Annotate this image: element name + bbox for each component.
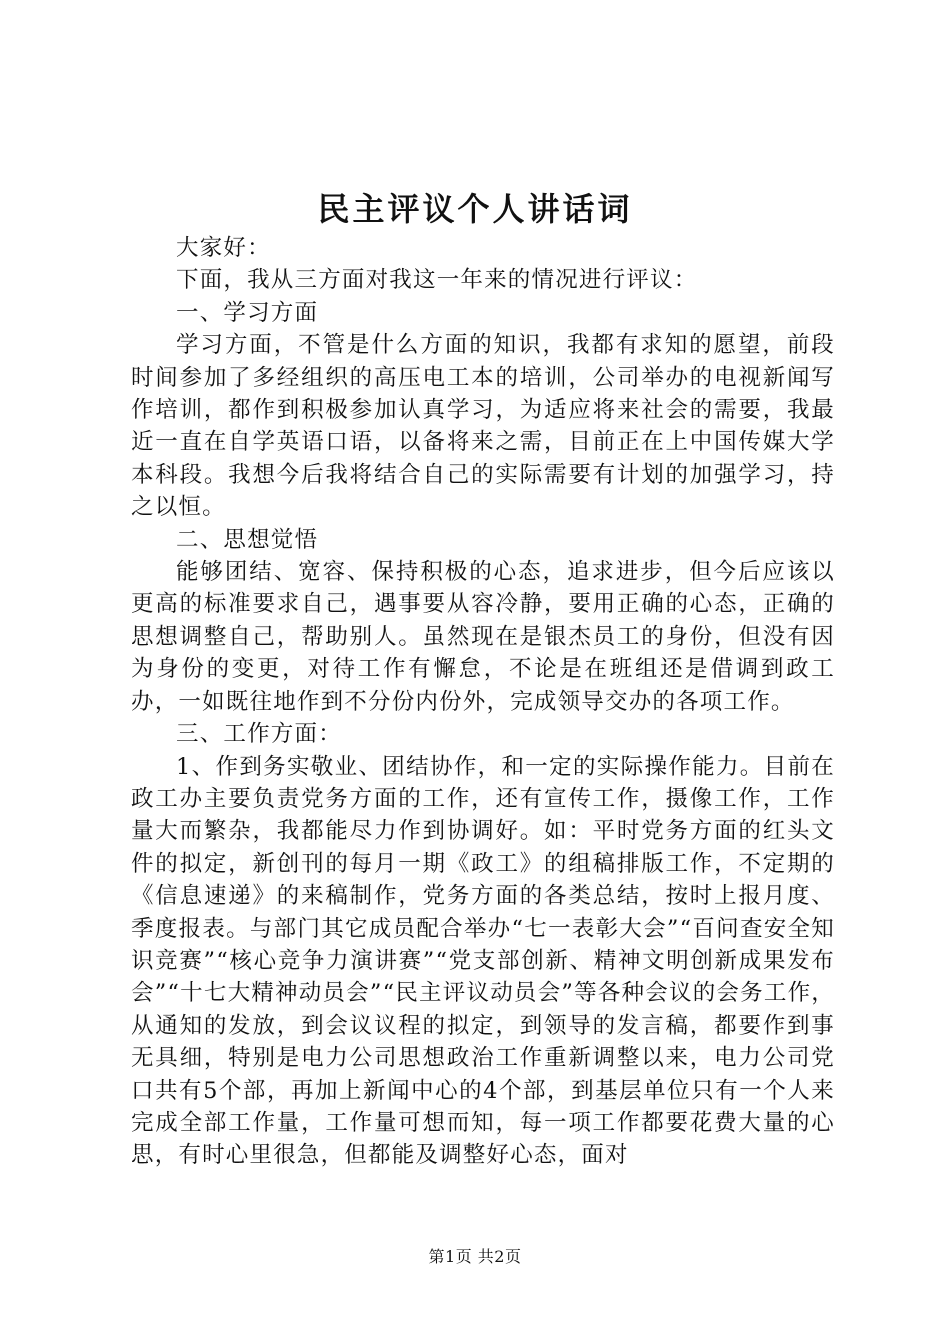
section-heading-work: 三、工作方面： bbox=[176, 721, 342, 748]
section-heading-thinking: 二、思想觉悟 bbox=[176, 526, 319, 553]
page-footer: 第1页 共2页 bbox=[428, 1247, 522, 1266]
document-title: 民主评议个人讲话词 bbox=[317, 190, 633, 228]
study-paragraph: 学习方面，不管是什么方面的知识，我都有求知的愿望，前段时间参加了多经组织的高压电工本的培训，公司举办的电视新闻写作培训，都作到积极参加认真学习，为适应将来社会的需要，我最近一直在自学英语口语，以备将来之需，目前正在上中国传媒大学本科段。我想今后我将结合自己的实际需要有计划的加强学习，持之以恒。 bbox=[131, 332, 835, 521]
intro-paragraph: 下面，我从三方面对我这一年来的情况进行评议： bbox=[176, 267, 698, 294]
document-body bbox=[131, 232, 835, 1172]
thinking-paragraph: 能够团结、宽容、保持积极的心态，追求进步，但今后应该以更高的标准要求自己，遇事要从容冷静，要用正确的心态，正确的思想调整自己，帮助别人。虽然现在是银杰员工的身份，但没有因为身份的变更，对待工作有懈怠，不论是在班组还是借调到政工办，一如既往地作到不分份内份外，完成领导交办的各项工作。 bbox=[131, 559, 835, 715]
work-paragraph: 1、作到务实敬业、团结协作，和一定的实际操作能力。目前在政工办主要负责党务方面的工作，还有宣传工作，摄像工作，工作量大而繁杂，我都能尽力作到协调好。如：平时党务方面的红头文件的拟定，新创刊的每月一期《政工》的组稿排版工作，不定期的《信息速递》的来稿制作，党务方面的各类总结，按时上报月度、季度报表。与部门其它成员配合举办“七一表彰大会”“百问查安全知识竞赛”“核心竞争力演讲赛”“党支部创新、精神文明创新成果发布会”“十七大精神动员会”“民主评议动员会”等各种会议的会务工作，从通知的发放，到会议议程的拟定，到领导的发言稿，都要作到事无具细，特别是电力公司思想政治工作重新调整以来，电力公司党口共有5个部，再加上新闻中心的4个部，到基层单位只有一个人来完成全部工作量，工作量可想而知，每一项工作都要花费大量的心思，有时心里很急，但都能及调整好心态，面对 bbox=[131, 753, 835, 1169]
section-heading-study: 一、学习方面 bbox=[176, 299, 319, 326]
greeting: 大家好： bbox=[176, 235, 271, 261]
